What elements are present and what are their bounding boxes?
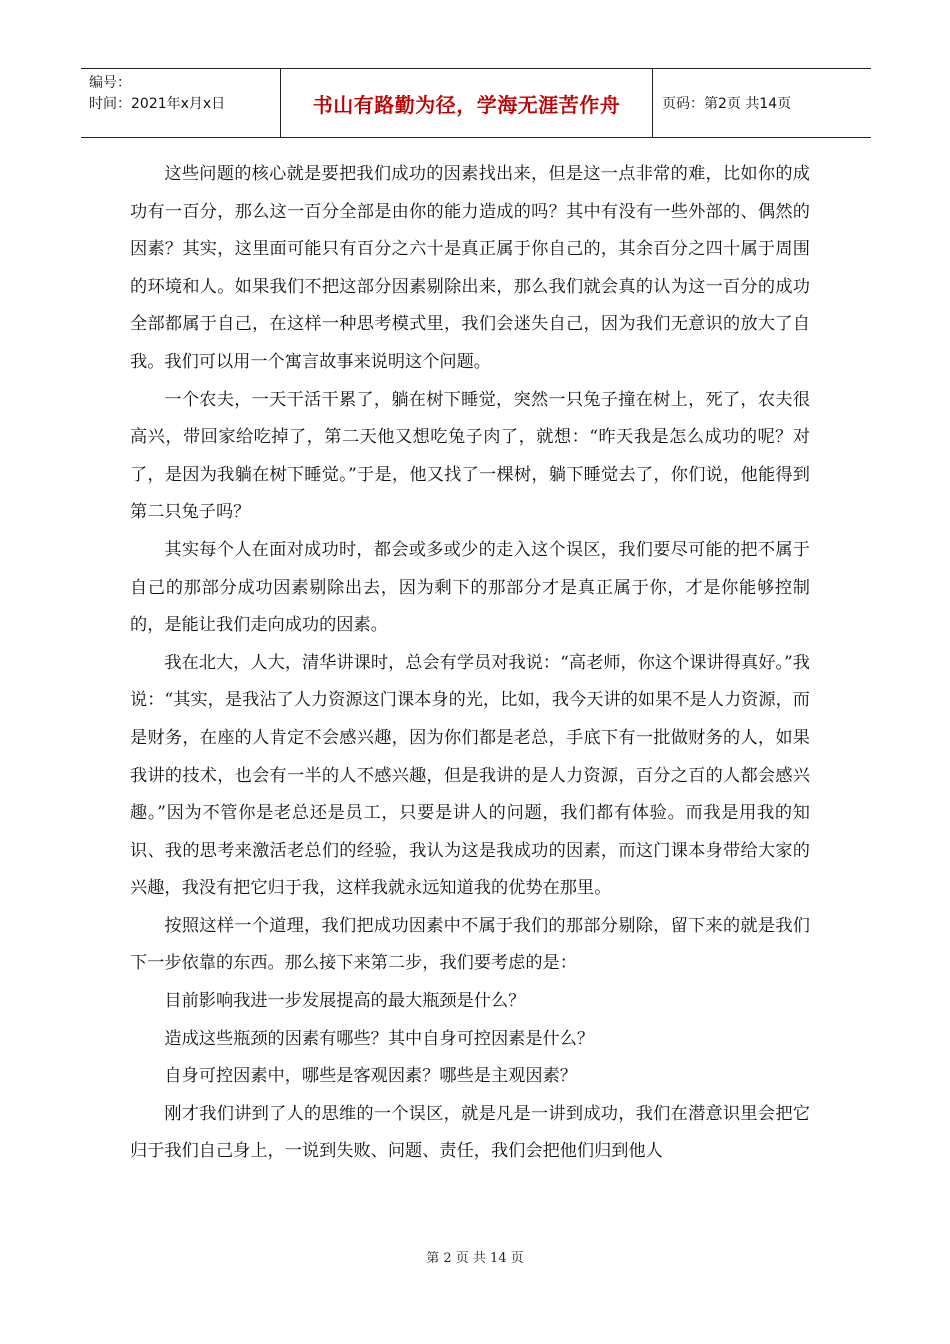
document-body [130, 156, 810, 1171]
paragraph: 其实每个人在面对成功时，都会或多或少的走入这个误区，我们要尽可能的把不属于自己的那部分成功因素剔除出去，因为剩下的那部分才是真正属于你，才是你能够控制的，是能让我们走向成功的因素。 [130, 539, 810, 636]
paragraph: 自身可控因素中，哪些是客观因素？哪些是主观因素？ [164, 1066, 577, 1087]
paragraph: 这些问题的核心就是要把我们成功的因素找出来，但是这一点非常的难，比如你的成功有一百分，那么这一百分全部是由你的能力造成的吗？其中有没有一些外部的、偶然的因素？其实，这里面可能只有百分之六十是真正属于你自己的，其余百分之四十属于周围的环境和人。如果我们不把这部分因素剔除出来，那么我们就会真的认为这一百分的成功全部都属于自己，在这样一种思考模式里，我们会迷失自己，因为我们无意识的放大了自我。我们可以用一个寓言故事来说明这个问题。 [130, 164, 810, 372]
paragraph: 造成这些瓶颈的因素有哪些？其中自身可控因素是什么？ [164, 1028, 595, 1049]
page-footer: 第 2 页 共 14 页 [426, 1251, 524, 1266]
date-line: 时间：2021年x月x日 [89, 96, 226, 112]
paragraph: 我在北大，人大，清华讲课时，总会有学员对我说：“高老师，你这个课讲得真好。”我说：“其实，是我沾了人力资源这门课本身的光，比如，我今天讲的如果不是人力资源，而是财务，在座的人肯定不会感兴趣，因为你们都是老总，手底下有一批做财务的人，如果我讲的技术，也会有一半的人不感兴趣，但是我讲的是人力资源，百分之百的人都会感兴趣。”因为不管你是老总还是员工，只要是讲人的问题，我们都有体验。而我是用我的知识、我的思考来激活老总们的经验，我认为这是我成功的因素，而这门课本身带给大家的兴趣，我没有把它归于我，这样我就永远知道我的优势在那里。 [130, 652, 810, 899]
paragraph: 一个农夫，一天干活干累了，躺在树下睡觉，突然一只兔子撞在树上，死了，农夫很高兴，带回家给吃掉了，第二天他又想吃兔子肉了，就想：“昨天我是怎么成功的呢？对了，是因为我躺在树下睡觉。”于是，他又找了一棵树，躺下睡觉去了，你们说，他能得到第二只兔子吗？ [130, 389, 810, 523]
header-meta [81, 69, 281, 137]
header-motto: 书山有路勤为径，学海无涯苦作舟 [281, 69, 653, 137]
paragraph: 刚才我们讲到了人的思维的一个误区，就是凡是一讲到成功，我们在潜意识里会把它归于我们自己身上，一说到失败、问题、责任，我们会把他们归到他人 [130, 1103, 810, 1162]
number-label: 编号： [89, 75, 131, 91]
page-header [81, 68, 871, 138]
paragraph: 目前影响我进一步发展提高的最大瓶颈是什么？ [164, 991, 526, 1012]
header-page-info: 页码：第2页 共14页 [662, 96, 792, 112]
paragraph: 按照这样一个道理，我们把成功因素中不属于我们的那部分剔除，留下来的就是我们下一步依靠的东西。那么接下来第二步，我们要考虑的是： [130, 915, 810, 974]
